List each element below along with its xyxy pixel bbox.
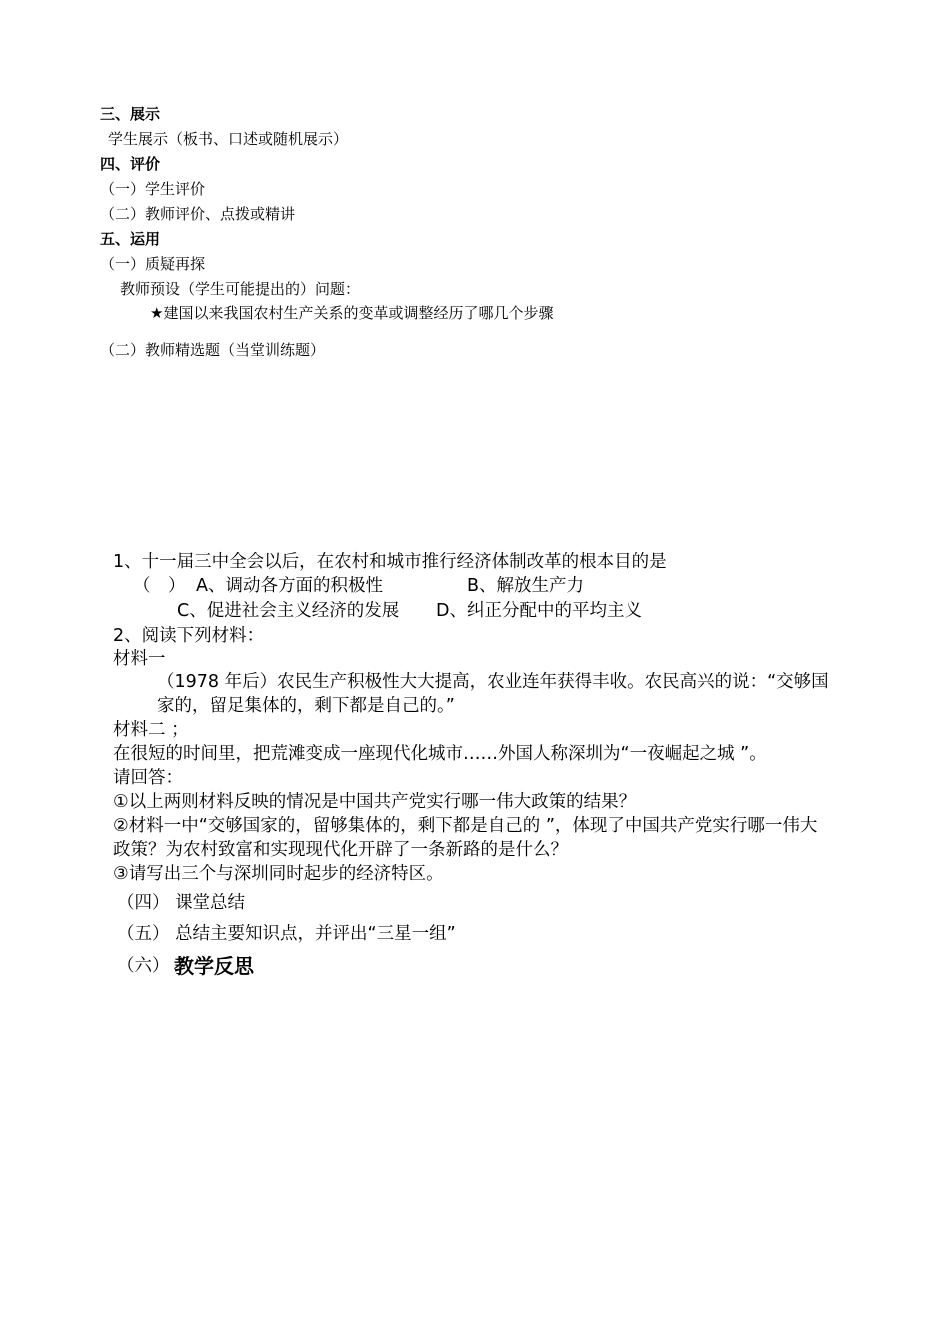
star-question: ★建国以来我国农村生产关系的变革或调整经历了哪几个步骤 — [150, 304, 554, 322]
summary-step-5: （五） 总结主要知识点，并评出“三星一组” — [117, 924, 456, 944]
summary-step-6-number: （六） — [117, 956, 170, 976]
question-2-stem: 2、阅读下列材料： — [113, 626, 265, 646]
answer-prompt: 请回答： — [113, 768, 183, 788]
material-1-text-line-1: （1978 年后）农民生产积极性大大提高，农业连年获得丰收。农民高兴的说：“交够国 — [157, 672, 829, 692]
section-heading-application: 五、运用 — [100, 230, 161, 248]
evaluation-item-1: （一）学生评价 — [100, 180, 206, 198]
sub-question-2-line-1: ②材料一中“交够国家的，留够集体的，剩下都是自己的 ”，体现了中国共产党实行哪一伟大 — [113, 816, 818, 836]
section-heading-display: 三、展示 — [100, 105, 161, 123]
summary-step-6-title: 教学反思 — [174, 954, 254, 978]
question-1-option-c: C、促进社会主义经济的发展 — [177, 601, 400, 621]
summary-step-4: （四） 课堂总结 — [117, 893, 246, 913]
material-2-text-line-1: 在很短的时间里，把荒滩变成一座现代化城市……外国人称深圳为“一夜崛起之城 ”。 — [113, 744, 767, 764]
question-1-option-a: A、调动各方面的积极性 — [196, 576, 383, 596]
application-item-2: （二）教师精选题（当堂训练题） — [100, 341, 326, 359]
display-item: 学生展示（板书、口述或随机展示） — [108, 130, 349, 148]
question-1-stem: 1、十一届三中全会以后，在农村和城市推行经济体制改革的根本目的是 — [113, 552, 667, 572]
section-heading-evaluation: 四、评价 — [100, 155, 161, 173]
teacher-preset-label: 教师预设（学生可能提出的）问题： — [120, 280, 361, 298]
material-1-label: 材料一 — [113, 649, 166, 669]
sub-question-2-line-2: 政策？为农村致富和实现现代化开辟了一条新路的是什么？ — [113, 840, 568, 860]
question-1-option-d: D、纠正分配中的平均主义 — [436, 601, 642, 621]
question-1-paren: （ ） — [133, 576, 186, 596]
material-2-label: 材料二 ； — [113, 720, 189, 740]
application-item-1: （一）质疑再探 — [100, 255, 206, 273]
evaluation-item-2: （二）教师评价、点拨或精讲 — [100, 205, 296, 223]
question-1-option-b: B、解放生产力 — [467, 576, 585, 596]
sub-question-3: ③请写出三个与深圳同时起步的经济特区。 — [113, 864, 444, 884]
material-1-text-line-2: 家的，留足集体的，剩下都是自己的。” — [157, 696, 455, 716]
sub-question-1: ①以上两则材料反映的情况是中国共产党实行哪一伟大政策的结果？ — [113, 792, 637, 812]
